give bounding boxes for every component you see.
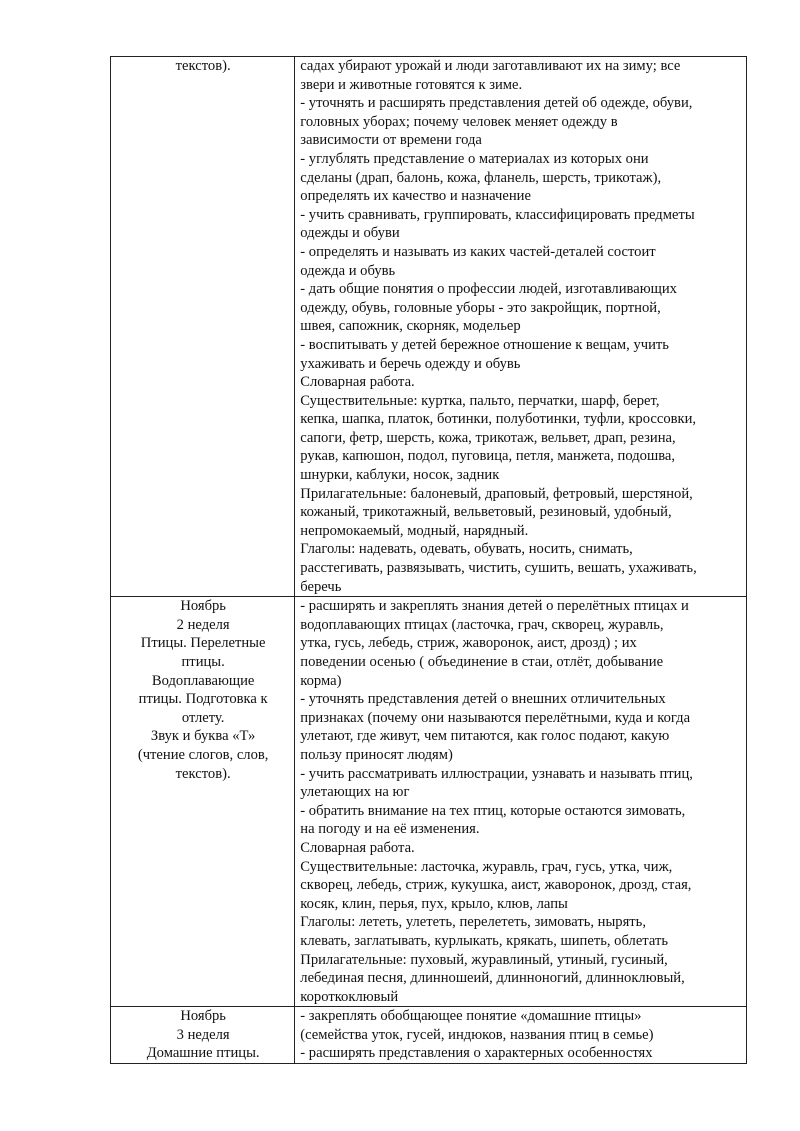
content-line: (семейства уток, гусей, индюков, названия птиц в семье) [300,1026,654,1043]
content-line: расстегивать, развязывать, чистить, сушить, вешать, ухаживать, [300,560,697,577]
content-cell [295,597,747,1007]
content-line: Существительные: куртка, пальто, перчатки, шарф, берет, [300,392,660,409]
content-line: кожаный, трикотажный, вельветовый, резиновый, удобный, [300,504,672,521]
content-line: Прилагательные: балоневый, драповый, фетровый, шерстяной, [300,485,693,502]
content-line: водоплавающих птицах (ласточка, грач, скворец, журавль, [300,616,664,633]
table-row [111,57,747,597]
content-line: - уточнять представления детей о внешних отличительных [300,691,666,708]
content-line: зависимости от времени года [300,132,482,149]
topic-line: птицы. Подготовка к [138,691,268,708]
content-line: - учить рассматривать иллюстрации, узнавать и называть птиц, [300,765,693,782]
content-line: Существительные: ласточка, журавль, грач, гусь, утка, чиж, [300,858,673,875]
content-line: сапоги, фетр, шерсть, кожа, трикотаж, вельвет, драп, резина, [300,429,676,446]
content-line: определять их качество и назначение [300,188,531,205]
topic-line: птицы. [181,654,225,670]
topic-line: Домашние птицы. [146,1045,260,1062]
content-line: Глаголы: надевать, одевать, обувать, носить, снимать, [300,541,633,558]
content-line: швея, сапожник, скорняк, модельер [300,318,521,335]
content-line: ухаживать и беречь одежду и обувь [300,355,521,372]
content-line: рукав, капюшон, подол, пуговица, петля, манжета, подошва, [300,448,676,465]
content-line: Словарная работа. [300,839,415,856]
content-cell [295,1007,747,1064]
topic-line: Птицы. Перелетные [140,635,266,652]
topic-cell [111,1007,295,1064]
content-line: - уточнять и расширять представления детей об одежде, обуви, [300,95,693,112]
content-line: одежду, обувь, головные уборы - это закройщик, портной, [300,299,661,316]
content-line: косяк, клин, перья, пух, крыло, клюв, лапы [300,895,568,912]
content-line: улетающих на юг [300,784,410,801]
content-line: корма) [300,672,342,689]
content-line: Глаголы: лететь, улететь, перелететь, зимовать, нырять, [300,914,646,931]
content-line: одежда и обувь [300,262,396,279]
lesson-plan-table [110,56,747,1064]
content-line: - дать общие понятия о профессии людей, изготавливающих [300,281,677,298]
content-line: поведении осенью ( объединение в стаи, отлёт, добывание [300,654,664,670]
topic-line: Звук и буква «Т» [150,728,256,745]
topic-line: Водоплавающие [151,672,255,689]
content-line: на погоду и на её изменения. [300,821,480,838]
content-cell [295,57,747,597]
content-line: одежды и обуви [300,225,400,242]
topic-line: Ноябрь [180,1008,226,1025]
content-line: признаках (почему они называются перелётными, куда и когда [300,709,691,726]
table-row [111,597,747,1007]
topic-line: (чтение слогов, слов, [137,746,269,763]
content-line: сделаны (драп, балонь, кожа, фланель, шерсть, трикотаж), [300,169,662,186]
topic-cell [111,57,295,597]
topic-line: отлету. [181,709,225,726]
topic-line: 2 неделя [176,616,230,633]
content-line: непромокаемый, модный, нарядный. [300,522,529,539]
content-line: - учить сравнивать, группировать, классифицировать предметы [300,206,695,223]
content-line: - углублять представление о материалах из которых они [300,150,649,167]
content-line: утка, гусь, лебедь, стриж, жаворонок, аист, дрозд) ; их [300,635,637,652]
document-page [110,56,747,1064]
content-line: скворец, лебедь, стриж, кукушка, аист, жаворонок, дрозд, стая, [300,877,692,894]
content-line: улетают, где живут, чем питаются, как голос подают, какую [300,728,670,745]
table-row [111,1007,747,1064]
content-line: шнурки, каблуки, носок, задник [300,467,500,484]
content-line: беречь [300,578,342,595]
content-line: - определять и называть из каких частей-деталей состоит [300,243,656,260]
topic-line: Ноябрь [180,598,226,615]
content-line: Словарная работа. [300,374,415,391]
content-line: короткоклювый [300,988,399,1005]
content-line: Прилагательные: пуховый, журавлиный, утиный, гусиный, [300,951,668,968]
content-line: - расширять представления о характерных особенностях [300,1045,653,1062]
content-line: кепка, шапка, платок, ботинки, полуботинки, туфли, кроссовки, [300,411,697,428]
content-line: звери и животные готовятся к зиме. [300,76,523,93]
content-line: клевать, заглатывать, курлыкать, крякать, шипеть, облетать [300,932,668,949]
content-line: садах убирают урожай и люди заготавливают их на зиму; все [300,58,681,74]
content-line: - обратить внимание на тех птиц, которые остаются зимовать, [300,802,686,819]
content-line: - воспитывать у детей бережное отношение к вещам, учить [300,336,669,353]
content-line: головных уборах; почему человек меняет одежду в [300,113,618,130]
content-line: пользу приносят людям) [300,746,453,763]
content-line: - расширять и закреплять знания детей о перелётных птицах и [300,598,689,615]
topic-line: 3 неделя [176,1026,230,1043]
content-line: лебединая песня, длинношеий, длинноногий, длинноклювый, [300,970,685,987]
topic-cell [111,597,295,1007]
topic-line: текстов). [175,765,231,782]
topic-line: текстов). [175,58,231,74]
content-line: - закреплять обобщающее понятие «домашние птицы» [300,1008,642,1025]
